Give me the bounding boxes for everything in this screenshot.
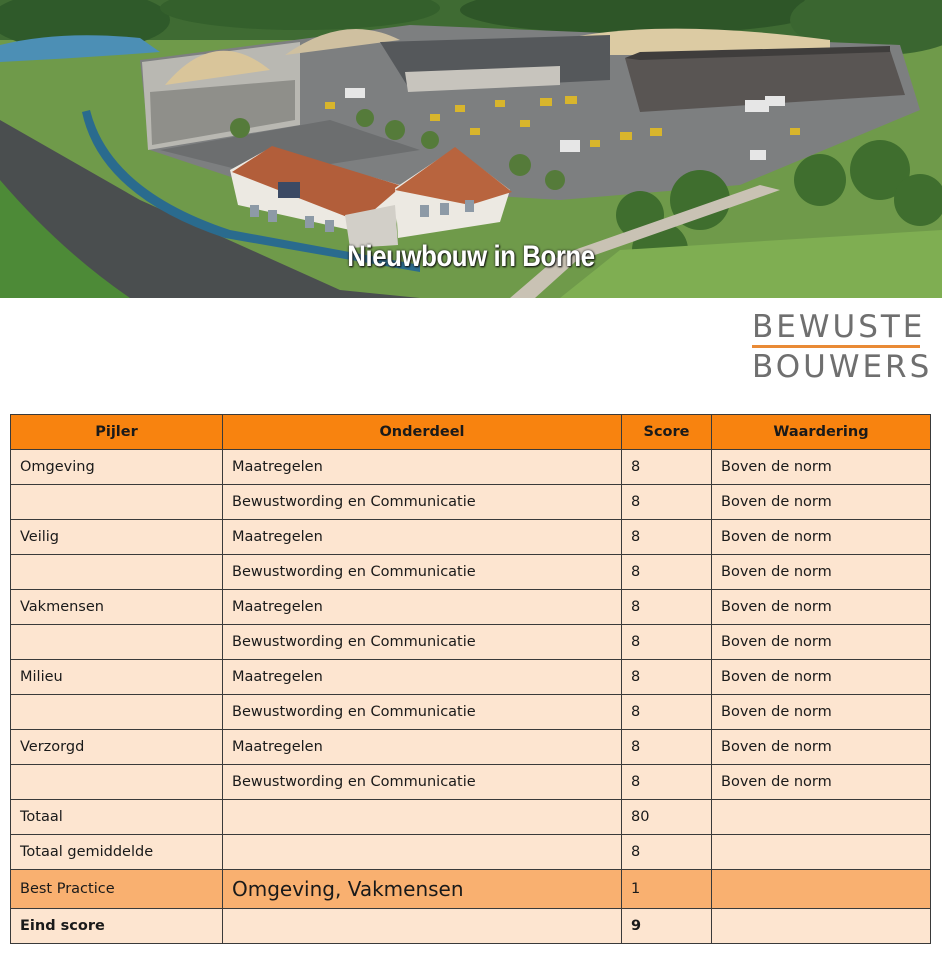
cell-waardering: Boven de norm [712,765,931,800]
cell-waardering: Boven de norm [712,695,931,730]
cell-waardering: Boven de norm [712,730,931,765]
cell-pijler [11,625,223,660]
bewuste-bouwers-logo [752,309,933,385]
logo-line-1: BEWUSTE [752,309,926,345]
hero-image [0,0,942,298]
best-practice-onderdeel: Omgeving, Vakmensen [223,870,622,909]
cell-pijler [11,555,223,590]
cell-waardering: Boven de norm [712,555,931,590]
logo-divider [752,345,920,348]
best-practice-row [11,870,931,909]
eind-score-row [11,909,931,944]
cell-score: 8 [622,730,712,765]
totaal-waardering-empty [712,800,931,835]
cell-pijler [11,695,223,730]
cell-score: 8 [622,695,712,730]
cell-pijler: Verzorgd [11,730,223,765]
gemiddelde-label: Totaal gemiddelde [11,835,223,870]
best-practice-label: Best Practice [11,870,223,909]
cell-waardering: Boven de norm [712,520,931,555]
totaal-onderdeel-empty [223,800,622,835]
best-practice-score: 1 [622,870,712,909]
header-score: Score [622,415,712,450]
cell-score: 8 [622,660,712,695]
table-row [11,555,931,590]
cell-score: 8 [622,765,712,800]
eind-score-label: Eind score [11,909,223,944]
cell-pijler [11,485,223,520]
cell-score: 8 [622,520,712,555]
best-practice-waardering-empty [712,870,931,909]
hero-title: Nieuwbouw in Borne [347,240,595,273]
cell-onderdeel: Bewustwording en Communicatie [223,765,622,800]
table-row [11,625,931,660]
cell-pijler: Vakmensen [11,590,223,625]
cell-pijler: Veilig [11,520,223,555]
table-row [11,660,931,695]
table-row [11,730,931,765]
gemiddelde-score: 8 [622,835,712,870]
totaal-row [11,800,931,835]
cell-onderdeel: Bewustwording en Communicatie [223,555,622,590]
table-row [11,485,931,520]
cell-score: 8 [622,625,712,660]
gemiddelde-row [11,835,931,870]
header-waardering: Waardering [712,415,931,450]
cell-score: 8 [622,590,712,625]
cell-onderdeel: Maatregelen [223,520,622,555]
cell-onderdeel: Bewustwording en Communicatie [223,695,622,730]
table-header-row [11,415,931,450]
cell-waardering: Boven de norm [712,625,931,660]
cell-score: 8 [622,485,712,520]
table-row [11,520,931,555]
header-pijler: Pijler [11,415,223,450]
logo-line-2: BOUWERS [752,349,933,385]
totaal-label: Totaal [11,800,223,835]
table-row [11,450,931,485]
header-onderdeel: Onderdeel [223,415,622,450]
cell-waardering: Boven de norm [712,485,931,520]
score-table [10,414,931,944]
cell-waardering: Boven de norm [712,450,931,485]
table-row [11,765,931,800]
cell-score: 8 [622,555,712,590]
cell-onderdeel: Bewustwording en Communicatie [223,485,622,520]
table-row [11,695,931,730]
cell-pijler: Omgeving [11,450,223,485]
cell-onderdeel: Maatregelen [223,660,622,695]
eind-onderdeel-empty [223,909,622,944]
cell-onderdeel: Maatregelen [223,450,622,485]
cell-score: 8 [622,450,712,485]
gemiddelde-waardering-empty [712,835,931,870]
cell-waardering: Boven de norm [712,590,931,625]
cell-onderdeel: Maatregelen [223,730,622,765]
table-row [11,590,931,625]
gemiddelde-onderdeel-empty [223,835,622,870]
cell-pijler: Milieu [11,660,223,695]
cell-onderdeel: Maatregelen [223,590,622,625]
cell-waardering: Boven de norm [712,660,931,695]
cell-onderdeel: Bewustwording en Communicatie [223,625,622,660]
cell-pijler [11,765,223,800]
eind-waardering-empty [712,909,931,944]
eind-score-value: 9 [622,909,712,944]
totaal-score: 80 [622,800,712,835]
